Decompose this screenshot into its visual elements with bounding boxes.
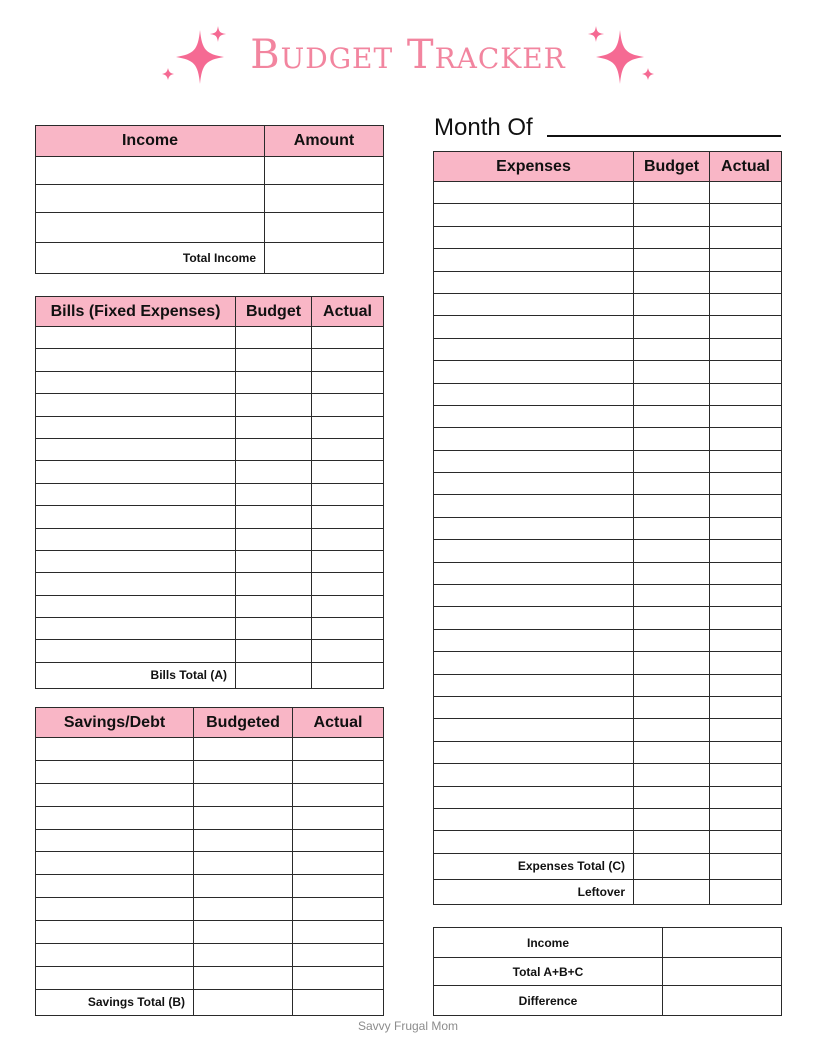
savings-cell[interactable] xyxy=(293,852,384,875)
bills-cell[interactable] xyxy=(312,461,384,483)
expenses-row xyxy=(434,316,782,338)
expenses-row xyxy=(434,808,782,830)
expenses-cell[interactable] xyxy=(434,361,634,383)
expenses-cell[interactable] xyxy=(434,652,634,674)
bills-cell[interactable] xyxy=(36,327,236,349)
expenses-total-actual-cell[interactable] xyxy=(710,853,782,879)
expenses-cell[interactable] xyxy=(634,517,710,539)
expenses-row xyxy=(434,271,782,293)
expenses-cell[interactable] xyxy=(710,696,782,718)
savings-total-label: Savings Total (B) xyxy=(36,989,194,1015)
bills-cell[interactable] xyxy=(312,371,384,393)
savings-cell[interactable] xyxy=(293,760,384,783)
bills-row xyxy=(36,461,384,483)
expenses-cell[interactable] xyxy=(434,204,634,226)
expenses-cell[interactable] xyxy=(434,562,634,584)
expenses-cell[interactable] xyxy=(710,293,782,315)
bills-cell[interactable] xyxy=(312,349,384,371)
bills-row xyxy=(36,640,384,662)
savings-cell[interactable] xyxy=(36,875,194,898)
expenses-cell[interactable] xyxy=(634,808,710,830)
bills-cell[interactable] xyxy=(236,416,312,438)
savings-cell[interactable] xyxy=(36,738,194,761)
savings-actual-header: Actual xyxy=(293,708,384,738)
summary-income-label: Income xyxy=(434,928,663,958)
bills-row xyxy=(36,550,384,572)
expenses-cell[interactable] xyxy=(634,652,710,674)
savings-row xyxy=(36,944,384,967)
expenses-cell[interactable] xyxy=(634,271,710,293)
expenses-cell[interactable] xyxy=(710,249,782,271)
amount-cell[interactable] xyxy=(265,157,384,185)
expenses-cell[interactable] xyxy=(634,428,710,450)
income-cell[interactable] xyxy=(36,185,265,213)
expenses-cell[interactable] xyxy=(634,383,710,405)
month-label: Month Of xyxy=(434,114,533,141)
expenses-table xyxy=(433,151,782,905)
savings-cell[interactable] xyxy=(194,921,293,944)
expenses-row xyxy=(434,652,782,674)
savings-cell[interactable] xyxy=(194,898,293,921)
expenses-cell[interactable] xyxy=(710,405,782,427)
savings-cell[interactable] xyxy=(36,944,194,967)
savings-cell[interactable] xyxy=(36,852,194,875)
bills-actual-header: Actual xyxy=(312,297,384,327)
bills-table xyxy=(35,296,384,689)
expenses-cell[interactable] xyxy=(710,831,782,853)
bills-cell[interactable] xyxy=(312,438,384,460)
expenses-cell[interactable] xyxy=(434,674,634,696)
expenses-row xyxy=(434,383,782,405)
savings-cell[interactable] xyxy=(293,806,384,829)
savings-header: Savings/Debt xyxy=(36,708,194,738)
expenses-row xyxy=(434,204,782,226)
bills-total-budget-cell[interactable] xyxy=(236,662,312,688)
expenses-row xyxy=(434,450,782,472)
income-cell[interactable] xyxy=(36,157,265,185)
bills-cell[interactable] xyxy=(236,438,312,460)
bills-row xyxy=(36,483,384,505)
page-title: Budget Tracker xyxy=(250,32,566,78)
bills-row xyxy=(36,327,384,349)
expenses-row xyxy=(434,495,782,517)
bills-row xyxy=(36,394,384,416)
expenses-cell[interactable] xyxy=(434,517,634,539)
savings-row xyxy=(36,760,384,783)
savings-row xyxy=(36,783,384,806)
savings-table xyxy=(35,707,384,1016)
expenses-cell[interactable] xyxy=(634,831,710,853)
savings-cell[interactable] xyxy=(293,921,384,944)
amount-cell[interactable] xyxy=(265,213,384,243)
savings-row xyxy=(36,738,384,761)
expenses-cell[interactable] xyxy=(710,764,782,786)
savings-cell[interactable] xyxy=(194,783,293,806)
amount-header: Amount xyxy=(265,126,384,157)
expenses-cell[interactable] xyxy=(710,204,782,226)
summary-income-cell[interactable] xyxy=(663,928,782,958)
bills-row xyxy=(36,349,384,371)
expenses-cell[interactable] xyxy=(710,383,782,405)
summary-difference-label: Difference xyxy=(434,986,663,1016)
bills-cell[interactable] xyxy=(236,349,312,371)
expenses-cell[interactable] xyxy=(434,428,634,450)
expenses-row xyxy=(434,629,782,651)
summary-total-label: Total A+B+C xyxy=(434,958,663,986)
income-table xyxy=(35,125,384,274)
expenses-cell[interactable] xyxy=(634,540,710,562)
expenses-total-budget-cell[interactable] xyxy=(634,853,710,879)
total-income-label: Total Income xyxy=(36,243,265,274)
savings-row xyxy=(36,966,384,989)
savings-cell[interactable] xyxy=(194,829,293,852)
savings-cell[interactable] xyxy=(293,944,384,967)
expenses-row xyxy=(434,831,782,853)
savings-cell[interactable] xyxy=(194,738,293,761)
bills-cell[interactable] xyxy=(36,349,236,371)
expenses-header: Expenses xyxy=(434,152,634,182)
expenses-cell[interactable] xyxy=(634,562,710,584)
income-cell[interactable] xyxy=(36,213,265,243)
bills-row xyxy=(36,506,384,528)
bills-cell[interactable] xyxy=(312,573,384,595)
expenses-row xyxy=(434,226,782,248)
expenses-cell[interactable] xyxy=(710,361,782,383)
expenses-row xyxy=(434,540,782,562)
expenses-cell[interactable] xyxy=(434,338,634,360)
savings-cell[interactable] xyxy=(194,944,293,967)
expenses-total-label: Expenses Total (C) xyxy=(434,853,634,879)
savings-total-actual-cell[interactable] xyxy=(293,989,384,1015)
expenses-cell[interactable] xyxy=(634,450,710,472)
expenses-cell[interactable] xyxy=(434,540,634,562)
bills-cell[interactable] xyxy=(236,550,312,572)
bills-budget-header: Budget xyxy=(236,297,312,327)
expenses-cell[interactable] xyxy=(710,495,782,517)
savings-row xyxy=(36,921,384,944)
expenses-cell[interactable] xyxy=(710,629,782,651)
bills-cell[interactable] xyxy=(236,640,312,662)
savings-cell[interactable] xyxy=(293,738,384,761)
bills-cell[interactable] xyxy=(36,573,236,595)
bills-cell[interactable] xyxy=(36,550,236,572)
bills-cell[interactable] xyxy=(312,506,384,528)
expenses-cell[interactable] xyxy=(434,696,634,718)
expenses-cell[interactable] xyxy=(710,540,782,562)
expenses-row xyxy=(434,585,782,607)
savings-cell[interactable] xyxy=(194,760,293,783)
savings-cell[interactable] xyxy=(36,829,194,852)
leftover-budget-cell[interactable] xyxy=(634,879,710,904)
bills-cell[interactable] xyxy=(36,595,236,617)
expenses-cell[interactable] xyxy=(710,585,782,607)
savings-cell[interactable] xyxy=(36,966,194,989)
expenses-cell[interactable] xyxy=(634,182,710,204)
bills-cell[interactable] xyxy=(36,640,236,662)
bills-row xyxy=(36,573,384,595)
bills-row xyxy=(36,416,384,438)
bills-cell[interactable] xyxy=(312,595,384,617)
expenses-cell[interactable] xyxy=(434,629,634,651)
expenses-cell[interactable] xyxy=(634,316,710,338)
expenses-cell[interactable] xyxy=(434,585,634,607)
expenses-row xyxy=(434,182,782,204)
bills-cell[interactable] xyxy=(36,461,236,483)
expenses-cell[interactable] xyxy=(434,293,634,315)
bills-cell[interactable] xyxy=(312,528,384,550)
bills-cell[interactable] xyxy=(36,438,236,460)
expenses-cell[interactable] xyxy=(710,719,782,741)
expenses-actual-header: Actual xyxy=(710,152,782,182)
savings-cell[interactable] xyxy=(36,921,194,944)
expenses-cell[interactable] xyxy=(710,450,782,472)
expenses-row xyxy=(434,741,782,763)
savings-row xyxy=(36,829,384,852)
expenses-cell[interactable] xyxy=(434,226,634,248)
expenses-row xyxy=(434,338,782,360)
bills-cell[interactable] xyxy=(236,483,312,505)
savings-row xyxy=(36,806,384,829)
expenses-cell[interactable] xyxy=(634,786,710,808)
expenses-cell[interactable] xyxy=(634,226,710,248)
total-income-cell[interactable] xyxy=(265,243,384,274)
savings-cell[interactable] xyxy=(293,829,384,852)
title-banner xyxy=(0,22,816,92)
savings-cell[interactable] xyxy=(194,875,293,898)
bills-cell[interactable] xyxy=(312,394,384,416)
savings-cell[interactable] xyxy=(36,806,194,829)
expenses-cell[interactable] xyxy=(634,674,710,696)
expenses-cell[interactable] xyxy=(434,719,634,741)
expenses-cell[interactable] xyxy=(434,182,634,204)
bills-cell[interactable] xyxy=(236,573,312,595)
expenses-row xyxy=(434,473,782,495)
expenses-cell[interactable] xyxy=(634,293,710,315)
bills-cell[interactable] xyxy=(36,394,236,416)
expenses-budget-header: Budget xyxy=(634,152,710,182)
expenses-cell[interactable] xyxy=(710,428,782,450)
summary-table xyxy=(433,927,782,1016)
leftover-actual-cell[interactable] xyxy=(710,879,782,904)
bills-cell[interactable] xyxy=(36,371,236,393)
expenses-row xyxy=(434,428,782,450)
expenses-cell[interactable] xyxy=(634,607,710,629)
expenses-cell[interactable] xyxy=(434,786,634,808)
expenses-row xyxy=(434,562,782,584)
expenses-cell[interactable] xyxy=(434,808,634,830)
expenses-row xyxy=(434,405,782,427)
bills-cell[interactable] xyxy=(312,416,384,438)
bills-row xyxy=(36,371,384,393)
expenses-row xyxy=(434,293,782,315)
expenses-row xyxy=(434,696,782,718)
savings-budgeted-header: Budgeted xyxy=(194,708,293,738)
bills-cell[interactable] xyxy=(236,528,312,550)
savings-cell[interactable] xyxy=(293,783,384,806)
month-input-line[interactable] xyxy=(547,135,781,137)
bills-cell[interactable] xyxy=(36,483,236,505)
expenses-cell[interactable] xyxy=(710,674,782,696)
expenses-cell[interactable] xyxy=(710,741,782,763)
savings-cell[interactable] xyxy=(36,760,194,783)
bills-cell[interactable] xyxy=(236,595,312,617)
bills-cell[interactable] xyxy=(236,394,312,416)
income-header: Income xyxy=(36,126,265,157)
expenses-cell[interactable] xyxy=(710,316,782,338)
bills-header: Bills (Fixed Expenses) xyxy=(36,297,236,327)
savings-row xyxy=(36,852,384,875)
expenses-cell[interactable] xyxy=(634,585,710,607)
expenses-row xyxy=(434,249,782,271)
leftover-label: Leftover xyxy=(434,879,634,904)
expenses-cell[interactable] xyxy=(710,652,782,674)
expenses-cell[interactable] xyxy=(710,517,782,539)
bills-row xyxy=(36,595,384,617)
expenses-cell[interactable] xyxy=(434,741,634,763)
expenses-cell[interactable] xyxy=(434,316,634,338)
savings-row xyxy=(36,875,384,898)
expenses-cell[interactable] xyxy=(434,383,634,405)
bills-cell[interactable] xyxy=(312,550,384,572)
expenses-cell[interactable] xyxy=(434,831,634,853)
expenses-cell[interactable] xyxy=(710,473,782,495)
bills-row xyxy=(36,618,384,640)
expenses-row xyxy=(434,517,782,539)
expenses-row xyxy=(434,361,782,383)
expenses-row xyxy=(434,674,782,696)
bills-total-actual-cell[interactable] xyxy=(312,662,384,688)
savings-row xyxy=(36,898,384,921)
expenses-cell[interactable] xyxy=(710,786,782,808)
expenses-cell[interactable] xyxy=(710,182,782,204)
savings-total-budget-cell[interactable] xyxy=(194,989,293,1015)
savings-cell[interactable] xyxy=(36,783,194,806)
expenses-cell[interactable] xyxy=(634,764,710,786)
expenses-cell[interactable] xyxy=(710,808,782,830)
expenses-cell[interactable] xyxy=(634,495,710,517)
bills-cell[interactable] xyxy=(236,327,312,349)
summary-difference-cell[interactable] xyxy=(663,986,782,1016)
expenses-cell[interactable] xyxy=(710,338,782,360)
expenses-cell[interactable] xyxy=(434,271,634,293)
savings-cell[interactable] xyxy=(194,852,293,875)
bills-cell[interactable] xyxy=(236,461,312,483)
bills-cell[interactable] xyxy=(36,618,236,640)
expenses-cell[interactable] xyxy=(434,607,634,629)
bills-cell[interactable] xyxy=(312,618,384,640)
bills-cell[interactable] xyxy=(236,371,312,393)
savings-cell[interactable] xyxy=(293,966,384,989)
expenses-cell[interactable] xyxy=(434,473,634,495)
expenses-cell[interactable] xyxy=(434,495,634,517)
expenses-cell[interactable] xyxy=(634,338,710,360)
savings-cell[interactable] xyxy=(36,898,194,921)
bills-cell[interactable] xyxy=(36,528,236,550)
expenses-cell[interactable] xyxy=(634,696,710,718)
sparkle-icon xyxy=(580,22,660,92)
expenses-cell[interactable] xyxy=(434,249,634,271)
expenses-cell[interactable] xyxy=(434,764,634,786)
expenses-row xyxy=(434,719,782,741)
expenses-cell[interactable] xyxy=(434,405,634,427)
bills-row xyxy=(36,528,384,550)
summary-total-cell[interactable] xyxy=(663,958,782,986)
bills-row xyxy=(36,438,384,460)
amount-cell[interactable] xyxy=(265,185,384,213)
bills-cell[interactable] xyxy=(236,506,312,528)
expenses-cell[interactable] xyxy=(710,226,782,248)
expenses-cell[interactable] xyxy=(634,249,710,271)
expenses-row xyxy=(434,764,782,786)
expenses-cell[interactable] xyxy=(710,562,782,584)
bills-cell[interactable] xyxy=(36,506,236,528)
expenses-cell[interactable] xyxy=(634,361,710,383)
expenses-cell[interactable] xyxy=(634,405,710,427)
bills-cell[interactable] xyxy=(312,327,384,349)
savings-cell[interactable] xyxy=(194,966,293,989)
footer-credit: Savvy Frugal Mom xyxy=(357,1019,459,1033)
savings-cell[interactable] xyxy=(293,875,384,898)
expenses-row xyxy=(434,786,782,808)
expenses-cell[interactable] xyxy=(634,719,710,741)
expenses-cell[interactable] xyxy=(434,450,634,472)
bills-cell[interactable] xyxy=(236,618,312,640)
expenses-row xyxy=(434,607,782,629)
bills-cell[interactable] xyxy=(36,416,236,438)
expenses-cell[interactable] xyxy=(710,607,782,629)
expenses-cell[interactable] xyxy=(710,271,782,293)
expenses-cell[interactable] xyxy=(634,629,710,651)
bills-cell[interactable] xyxy=(312,640,384,662)
savings-cell[interactable] xyxy=(293,898,384,921)
bills-cell[interactable] xyxy=(312,483,384,505)
expenses-cell[interactable] xyxy=(634,741,710,763)
expenses-cell[interactable] xyxy=(634,473,710,495)
expenses-cell[interactable] xyxy=(634,204,710,226)
savings-cell[interactable] xyxy=(194,806,293,829)
bills-total-label: Bills Total (A) xyxy=(36,662,236,688)
